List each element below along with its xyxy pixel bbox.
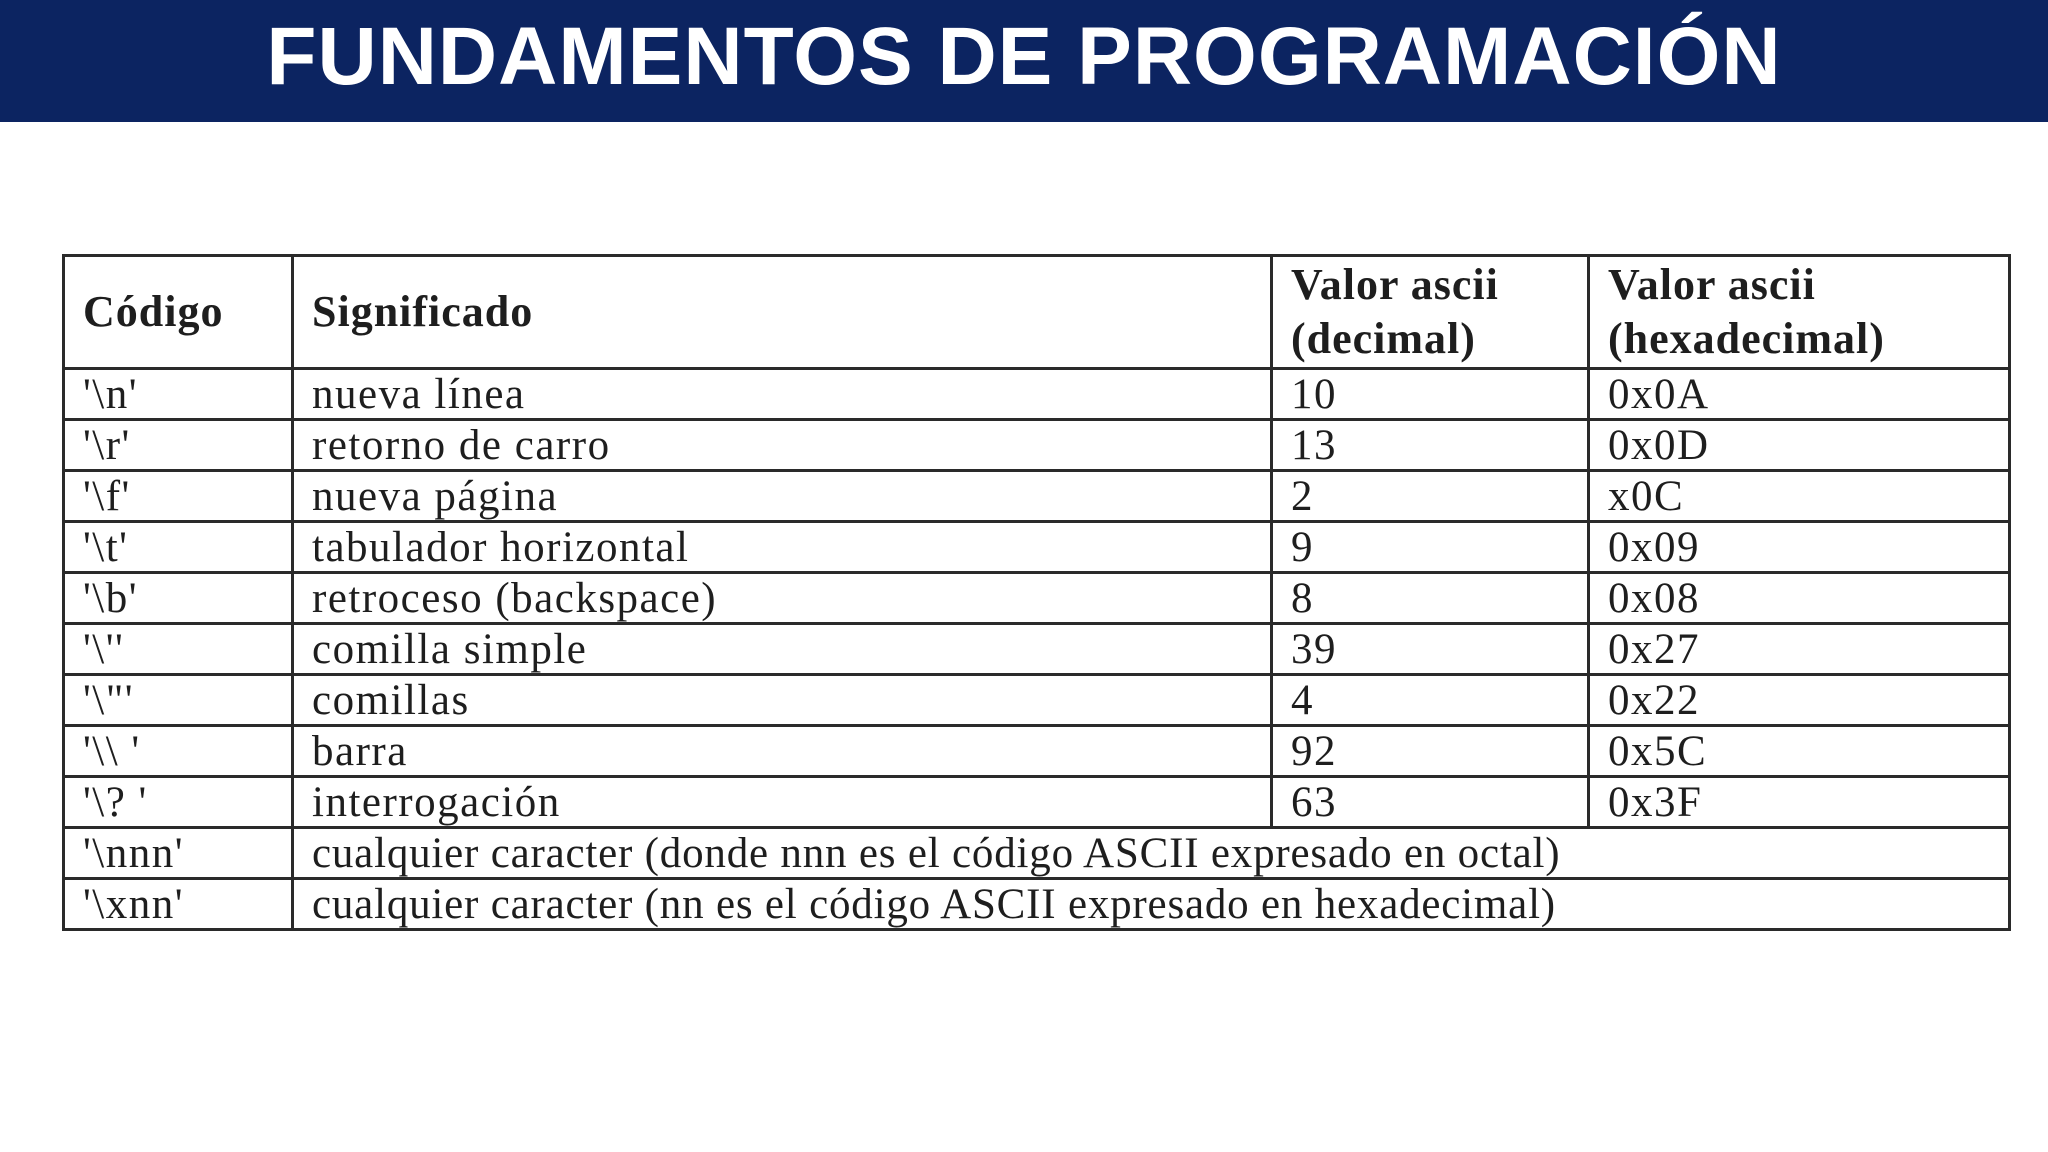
table-row: [64, 522, 2010, 573]
cell-significado: comillas: [293, 675, 1272, 726]
cell-hex: 0x0A: [1589, 369, 2010, 420]
page-title: FUNDAMENTOS DE PROGRAMACIÓN: [266, 11, 1782, 102]
table-row: [64, 675, 2010, 726]
cell-codigo: '\t': [64, 522, 293, 573]
cell-codigo: '\b': [64, 573, 293, 624]
table-row: [64, 726, 2010, 777]
cell-significado: comilla simple: [293, 624, 1272, 675]
cell-significado: tabulador horizontal: [293, 522, 1272, 573]
table-row: [64, 879, 2010, 930]
cell-hex: 0x08: [1589, 573, 2010, 624]
table-row: [64, 420, 2010, 471]
cell-significado: retroceso (backspace): [293, 573, 1272, 624]
table-row: [64, 573, 2010, 624]
cell-decimal: 13: [1272, 420, 1589, 471]
cell-significado: nueva página: [293, 471, 1272, 522]
title-banner: [0, 0, 2048, 122]
cell-hex: 0x0D: [1589, 420, 2010, 471]
cell-decimal: 4: [1272, 675, 1589, 726]
column-header-hex-line1: Valor ascii: [1608, 260, 1816, 310]
cell-hex: 0x3F: [1589, 777, 2010, 828]
table-row: [64, 624, 2010, 675]
column-header-codigo: Código: [64, 256, 293, 369]
column-header-decimal-line2: (decimal): [1291, 314, 1476, 363]
cell-decimal: 2: [1272, 471, 1589, 522]
cell-codigo: '\"': [64, 675, 293, 726]
column-header-hex-line2: (hexadecimal): [1608, 314, 1885, 363]
cell-codigo: '\r': [64, 420, 293, 471]
escape-sequences-table: [62, 254, 2011, 931]
cell-significado: retorno de carro: [293, 420, 1272, 471]
cell-codigo: '\\ ': [64, 726, 293, 777]
cell-decimal: 92: [1272, 726, 1589, 777]
table-row: [64, 777, 2010, 828]
cell-decimal: 9: [1272, 522, 1589, 573]
cell-codigo: '\xnn': [64, 879, 293, 930]
cell-hex: 0x22: [1589, 675, 2010, 726]
cell-codigo: '\? ': [64, 777, 293, 828]
column-header-decimal-line1: Valor ascii: [1291, 260, 1499, 310]
cell-significado: nueva línea: [293, 369, 1272, 420]
cell-codigo: '\'': [64, 624, 293, 675]
cell-decimal: 63: [1272, 777, 1589, 828]
table-row: [64, 369, 2010, 420]
cell-codigo: '\nnn': [64, 828, 293, 879]
cell-hex: 0x5C: [1589, 726, 2010, 777]
cell-significado: cualquier caracter (donde nnn es el código ASCII expresado en octal): [293, 828, 2010, 879]
column-header-hex: [1589, 256, 2010, 369]
table-row: [64, 471, 2010, 522]
cell-decimal: 39: [1272, 624, 1589, 675]
table-row: [64, 828, 2010, 879]
cell-decimal: 10: [1272, 369, 1589, 420]
cell-hex: 0x09: [1589, 522, 2010, 573]
cell-hex: 0x27: [1589, 624, 2010, 675]
cell-significado: barra: [293, 726, 1272, 777]
column-header-decimal: [1272, 256, 1589, 369]
cell-significado: cualquier caracter (nn es el código ASCII expresado en hexadecimal): [293, 879, 2010, 930]
cell-decimal: 8: [1272, 573, 1589, 624]
table-header-row: [64, 256, 2010, 369]
cell-significado: interrogación: [293, 777, 1272, 828]
cell-codigo: '\f': [64, 471, 293, 522]
cell-hex: x0C: [1589, 471, 2010, 522]
cell-codigo: '\n': [64, 369, 293, 420]
column-header-significado: Significado: [293, 256, 1272, 369]
